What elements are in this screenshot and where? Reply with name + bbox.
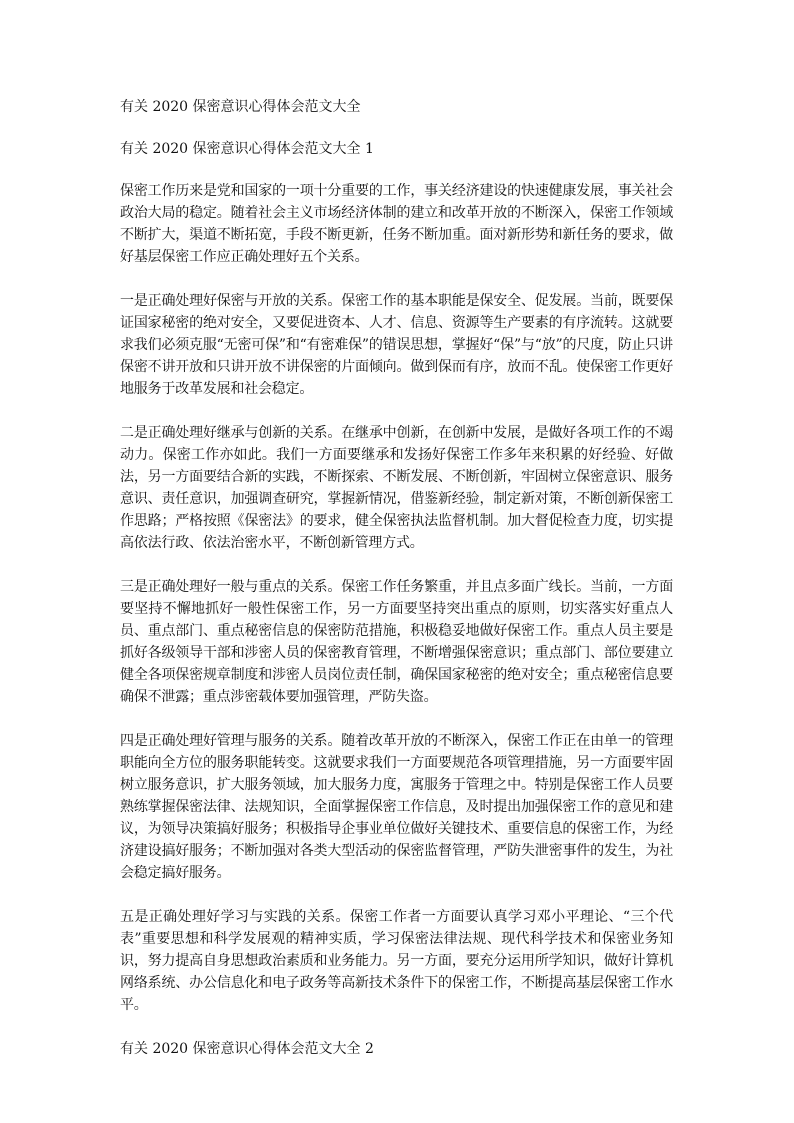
- section-heading-2: 有关 2020 保密意识心得体会范文大全 2: [120, 1041, 374, 1057]
- section-heading-1: 有关 2020 保密意识心得体会范文大全 1: [120, 141, 374, 157]
- paragraph-point-5: 五是正确处理好学习与实践的关系。保密工作者一方面要认真学习邓小平理论、“三个代表”重要思想和科学发展观的精神实质，学习保密法律法规、现代科学技术和保密业务知识，努力提高自身思想政治素质和业务能力。另一方面，要充分运用所学知识，做好计算机网络系统、办公信息化和电子政务等高新技术条件下的保密工作，不断提高基层保密工作水平。: [120, 909, 673, 1013]
- document-page: [120, 96, 673, 1080]
- paragraph-point-1: 一是正确处理好保密与开放的关系。保密工作的基本职能是保安全、促发展。当前，既要保证国家秘密的绝对安全，又要促进资本、人才、信息、资源等生产要素的有序流转。这就要求我们必须克服“无密可保”和“有密难保”的错误思想，掌握好“保”与“放”的尺度，防止只讲保密不讲开放和只讲开放不讲保密的片面倾向。做到保而有序，放而不乱。使保密工作更好地服务于改革发展和社会稳定。: [120, 293, 673, 397]
- paragraph-point-3: 三是正确处理好一般与重点的关系。保密工作任务繁重，并且点多面广线长。当前，一方面要坚持不懈地抓好一般性保密工作，另一方面要坚持突出重点的原则，切实落实好重点人员、重点部门、重点秘密信息的保密防范措施，积极稳妥地做好保密工作。重点人员主要是抓好各级领导干部和涉密人员的保密教育管理，不断增强保密意识；重点部门、部位要建立健全各项保密规章制度和涉密人员岗位责任制，确保国家秘密的绝对安全；重点秘密信息要确保不泄露；重点涉密载体要加强管理，严防失盗。: [120, 579, 673, 705]
- paragraph-point-4: 四是正确处理好管理与服务的关系。随着改革开放的不断深入，保密工作正在由单一的管理职能向全方位的服务职能转变。这就要求我们一方面要规范各项管理措施，另一方面要牢固树立服务意识，扩大服务领域，加大服务力度，寓服务于管理之中。特别是保密工作人员要熟练掌握保密法律、法规知识，全面掌握保密工作信息，及时提出加强保密工作的意见和建议，为领导决策搞好服务；积极指导企事业单位做好关键技术、重要信息的保密工作，为经济建设搞好服务；不断加强对各类大型活动的保密监督管理，严防失泄密事件的发生，为社会稳定搞好服务。: [120, 733, 673, 881]
- paragraph-intro: 保密工作历来是党和国家的一项十分重要的工作，事关经济建设的快速健康发展，事关社会政治大局的稳定。随着社会主义市场经济体制的建立和改革开放的不断深入，保密工作领域不断扩大，渠道不断拓宽，手段不断更新，任务不断加重。面对新形势和新任务的要求，做好基层保密工作应正确处理好五个关系。: [120, 183, 673, 265]
- paragraph-point-2: 二是正确处理好继承与创新的关系。在继承中创新，在创新中发展，是做好各项工作的不竭动力。保密工作亦如此。我们一方面要继承和发扬好保密工作多年来积累的好经验、好做法，另一方面要结合新的实践，不断探索、不断发展、不断创新，牢固树立保密意识、服务意识、责任意识，加强调查研究，掌握新情况，借鉴新经验，制定新对策，不断创新保密工作思路；严格按照《保密法》的要求，健全保密执法监督机制。加大督促检查力度，切实提高依法行政、依法治密水平，不断创新管理方式。: [120, 425, 673, 551]
- document-title: 有关 2020 保密意识心得体会范文大全: [120, 99, 361, 115]
